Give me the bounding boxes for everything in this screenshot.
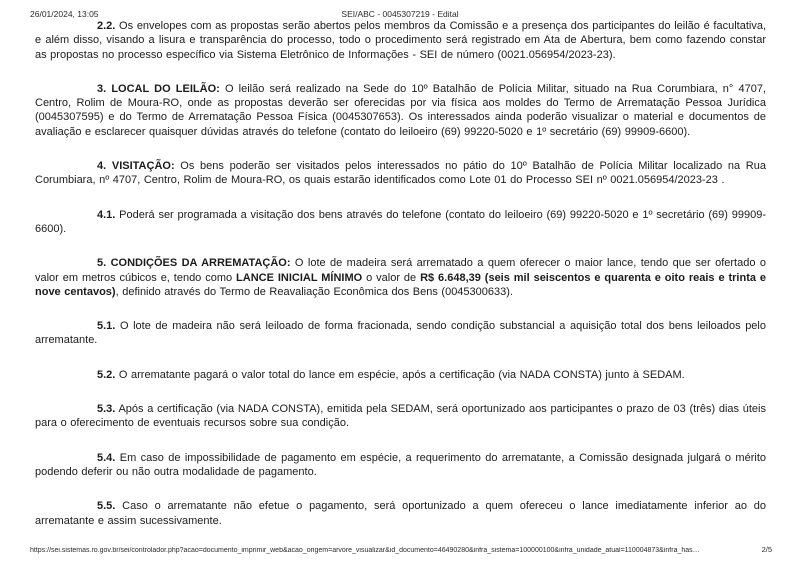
paragraph-5-2: 5.2. O arrematante pagará o valor total do lance em espécie, após a certificação (via NADA CONSTA) junto à SEDAM. [97,368,685,381]
paragraph-2-2: 2.2. Os envelopes com as propostas serão abertos pelos membros da Comissão e a presença dos participantes do leilão é facultativa, e além disso, visando a lisura e transparência do processo, todo o procedimento será registrado em Ata de Abertura, bem como fazendo constar as propostas no processo específico via Sistema Eletrônico de Informações - SEI de número (0021.056954/2023-23). [35,20,766,61]
source-url: https://sei.sistemas.ro.gov.br/sei/controlador.php?acao=documento_imprimir_web&acao_origem=arvore_visualizar&id_documento=46490280&infra_sistema=100000100&infra_unidade_atual=110004873&infra_has… [30,547,700,554]
paragraph-5-1: 5.1. O lote de madeira não será leiloado de forma fracionada, sendo condição substancial a aquisição total dos bens leiloados pelo arrematante. [35,320,766,347]
print-footer [30,545,772,554]
paragraph-5-3: 5.3. Após a certificação (via NADA CONSTA), emitida pela SEDAM, será oportunizado aos participantes o prazo de 03 (três) dias úteis para o oferecimento de eventuais recursos sobre sua condição. [35,403,766,430]
paragraph-4-1: 4.1. Poderá ser programada a visitação dos bens através do telefone (contato do leiloeiro (69) 99220-5020 e 1º secretário (69) 99909-6600). [35,208,766,235]
paragraph-4: 4. VISITAÇÃO: Os bens poderão ser visitados pelos interessados no pátio do 10º Batalhão de Polícia Militar localizado na Rua Corumbiara, nº 4707, Centro, Rolim de Moura-RO, os quais estarão identificados como Lote 01 do Processo SEI nº 0021.056954/2023-23 . [35,160,766,187]
document-title: SEI/ABC - 0045307219 - Edital [341,9,459,19]
document-body [35,19,766,528]
paragraph-5-4: 5.4. Em caso de impossibilidade de pagamento em espécie, a requerimento do arrematante, a Comissão designada julgará o mérito podendo deferir ou não outra modalidade de pagamento. [35,451,766,478]
paragraph-3: 3. LOCAL DO LEILÃO: O leilão será realizado na Sede do 10º Batalhão de Polícia Militar, situado na Rua Corumbiara, n° 4707, Centro, Rolim de Moura-RO, onde as propostas deverão ser oferecidas por via física aos moldes do Termo de Arrematação Pessoa Jurídica (0045307595) e do Termo de Arrematação Pessoa Física (0045307653). Os interessados ainda poderão visualizar o material e documentos de avaliação e esclarecer quaisquer dúvidas através do telefone (contato do leiloeiro (69) 99220-5020 e 1º secretário (69) 99909-6600). [35,82,766,138]
paragraph-5-5: 5.5. Caso o arrematante não efetue o pagamento, será oportunizado a quem ofereceu o lance imediatamente inferior ao do arrematante e assim sucessivamente. [35,500,766,527]
paragraph-5: 5. CONDIÇÕES DA ARREMATAÇÃO: O lote de madeira será arrematado a quem oferecer o maior lance, tendo que ser ofertado o valor em metros cúbicos e, tendo como LANCE INICIAL MÍNIMO o valor de R$ 6.648,39 (seis mil seiscentos e quarenta e oito reais e trinta e nove centavos), definido através do Termo de Reavaliação Econômica dos Bens (0045300633). [35,257,767,298]
print-datetime: 26/01/2024, 13:05 [30,9,99,19]
print-header [0,0,800,19]
page-number: 2/5 [761,545,772,554]
